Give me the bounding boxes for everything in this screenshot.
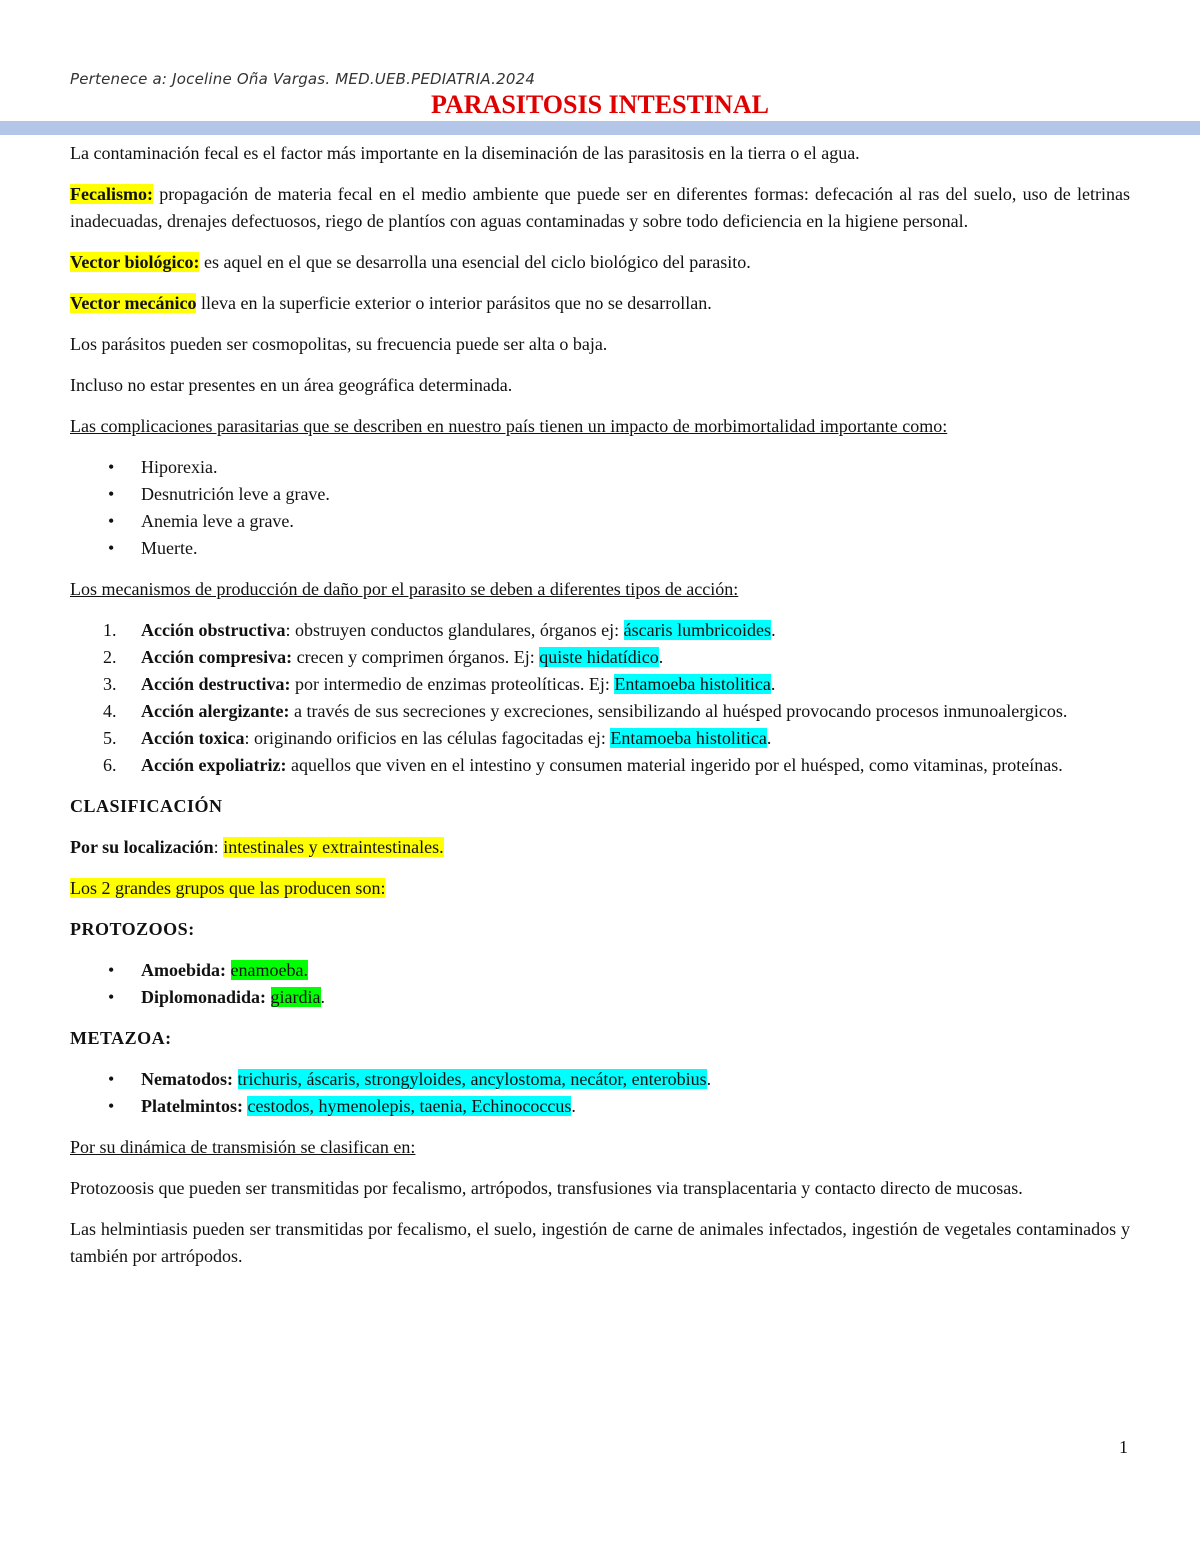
- metazoa-heading: METAZOA:: [70, 1028, 172, 1048]
- list-item: 1. Acción obstructiva: obstruyen conductos glandulares, órganos ej: áscaris lumbricoides.: [103, 620, 776, 640]
- bullet-icon: •: [108, 1069, 115, 1089]
- fecalismo-paragraph: [70, 181, 1130, 235]
- bullet-icon: •: [108, 1096, 115, 1116]
- bullet-icon: •: [108, 960, 115, 980]
- list-item: 6. Acción expoliatriz: aquellos que viven en el intestino y consumen material ingerido por el huésped, como vitaminas, proteínas.: [103, 755, 1063, 775]
- vector-biologico-term: Vector biológico:: [70, 252, 200, 272]
- bullet-icon: •: [108, 457, 115, 477]
- list-item: • Hiporexia.: [70, 454, 1130, 481]
- highlight-cyan: Entamoeba histolitica: [614, 674, 771, 694]
- highlight-yellow: Los 2 grandes grupos que las producen son:: [70, 878, 386, 898]
- list-item: 5. Acción toxica: originando orificios en las células fagocitadas ej: Entamoeba histolitica.: [103, 728, 772, 748]
- complicaciones-heading: Las complicaciones parasitarias que se describen en nuestro país tienen un impacto de morbimortalidad importante como:: [70, 416, 948, 436]
- helmintiasis-paragraph: Las helmintiasis pueden ser transmitidas por fecalismo, el suelo, ingestión de carne de animales infectados, ingestión de vegetales contaminados y también por artrópodos.: [70, 1219, 1130, 1266]
- metazoa-list: [70, 1066, 1130, 1120]
- highlight-cyan: Entamoeba histolitica: [610, 728, 767, 748]
- owner-line: Pertenece a: Joceline Oña Vargas. MED.UEB.PEDIATRIA.2024: [70, 70, 536, 88]
- highlight-cyan: trichuris, áscaris, strongyloides, ancylostoma, necátor, enterobius: [237, 1069, 707, 1089]
- title-divider-band: [0, 121, 1200, 135]
- clasificacion-heading: CLASIFICACIÓN: [70, 796, 223, 816]
- bullet-icon: •: [108, 987, 115, 1007]
- bullet-icon: •: [108, 538, 115, 558]
- page-number: 1: [1119, 1437, 1128, 1457]
- bullet-icon: •: [108, 484, 115, 504]
- cosmopolitas-paragraph: Los parásitos pueden ser cosmopolitas, su frecuencia puede ser alta o baja.: [70, 334, 608, 354]
- protozoosis-paragraph: Protozoosis que pueden ser transmitidas por fecalismo, artrópodos, transfusiones via transplacentaria y contacto directo de mucosas.: [70, 1178, 1023, 1198]
- highlight-green: giardia: [270, 987, 321, 1007]
- grupos-paragraph: [70, 875, 1130, 902]
- document-body: [70, 140, 1130, 1284]
- list-item: • Nematodos: trichuris, áscaris, strongyloides, ancylostoma, necátor, enterobius.: [70, 1066, 1130, 1093]
- list-item: • Anemia leve a grave.: [70, 508, 1130, 535]
- vector-biologico-paragraph: [70, 249, 1130, 276]
- highlight-cyan: cestodos, hymenolepis, taenia, Echinococcus: [247, 1096, 572, 1116]
- vector-mecanico-text: lleva en la superficie exterior o interior parásitos que no se desarrollan.: [196, 293, 712, 313]
- list-item: • Diplomonadida: giardia.: [70, 984, 1130, 1011]
- highlight-green: enamoeba.: [230, 960, 308, 980]
- vector-biologico-text: es aquel en el que se desarrolla una esencial del ciclo biológico del parasito.: [199, 252, 751, 272]
- protozoos-heading: PROTOZOOS:: [70, 919, 195, 939]
- fecalismo-term: Fecalismo:: [70, 184, 153, 204]
- vector-mecanico-paragraph: [70, 290, 1130, 317]
- list-item: 3. Acción destructiva: por intermedio de enzimas proteolíticas. Ej: Entamoeba histolitica.: [103, 674, 776, 694]
- document-title: PARASITOSIS INTESTINAL: [431, 90, 769, 119]
- vector-mecanico-term: Vector mecánico: [70, 293, 197, 313]
- transmision-heading: Por su dinámica de transmisión se clasifican en:: [70, 1137, 416, 1157]
- list-item: • Muerte.: [70, 535, 1130, 562]
- highlight-cyan: quiste hidatídico: [539, 647, 659, 667]
- highlight-yellow: intestinales y extraintestinales.: [223, 837, 444, 857]
- fecalismo-text: propagación de materia fecal en el medio ambiente que puede ser en diferentes formas: defecación al ras del suelo, uso de letrinas inadecuadas, drenajes defectuosos, riego de plantíos con aguas contaminadas y sobre todo deficiencia en la higiene personal.: [70, 184, 1130, 231]
- list-item: • Platelmintos: cestodos, hymenolepis, taenia, Echinococcus.: [70, 1093, 1130, 1120]
- intro-paragraph: La contaminación fecal es el factor más importante en la diseminación de las parasitosis en la tierra o el agua.: [70, 143, 860, 163]
- list-item: 4. Acción alergizante: a través de sus secreciones y excreciones, sensibilizando al huésped provocando procesos inmunoalergicos.: [103, 701, 1068, 721]
- highlight-cyan: áscaris lumbricoides: [623, 620, 772, 640]
- localizacion-paragraph: Por su localización: intestinales y extraintestinales.: [70, 837, 444, 857]
- list-item: • Desnutrición leve a grave.: [70, 481, 1130, 508]
- mecanismos-list: [70, 617, 1130, 779]
- mecanismos-heading: Los mecanismos de producción de daño por el parasito se deben a diferentes tipos de acción:: [70, 579, 739, 599]
- protozoos-list: [70, 957, 1130, 1011]
- incluso-paragraph: Incluso no estar presentes en un área geográfica determinada.: [70, 375, 513, 395]
- list-item: • Amoebida: enamoeba.: [70, 957, 1130, 984]
- bullet-icon: •: [108, 511, 115, 531]
- list-item: 2. Acción compresiva: crecen y comprimen órganos. Ej: quiste hidatídico.: [103, 647, 664, 667]
- complicaciones-list: [70, 454, 1130, 562]
